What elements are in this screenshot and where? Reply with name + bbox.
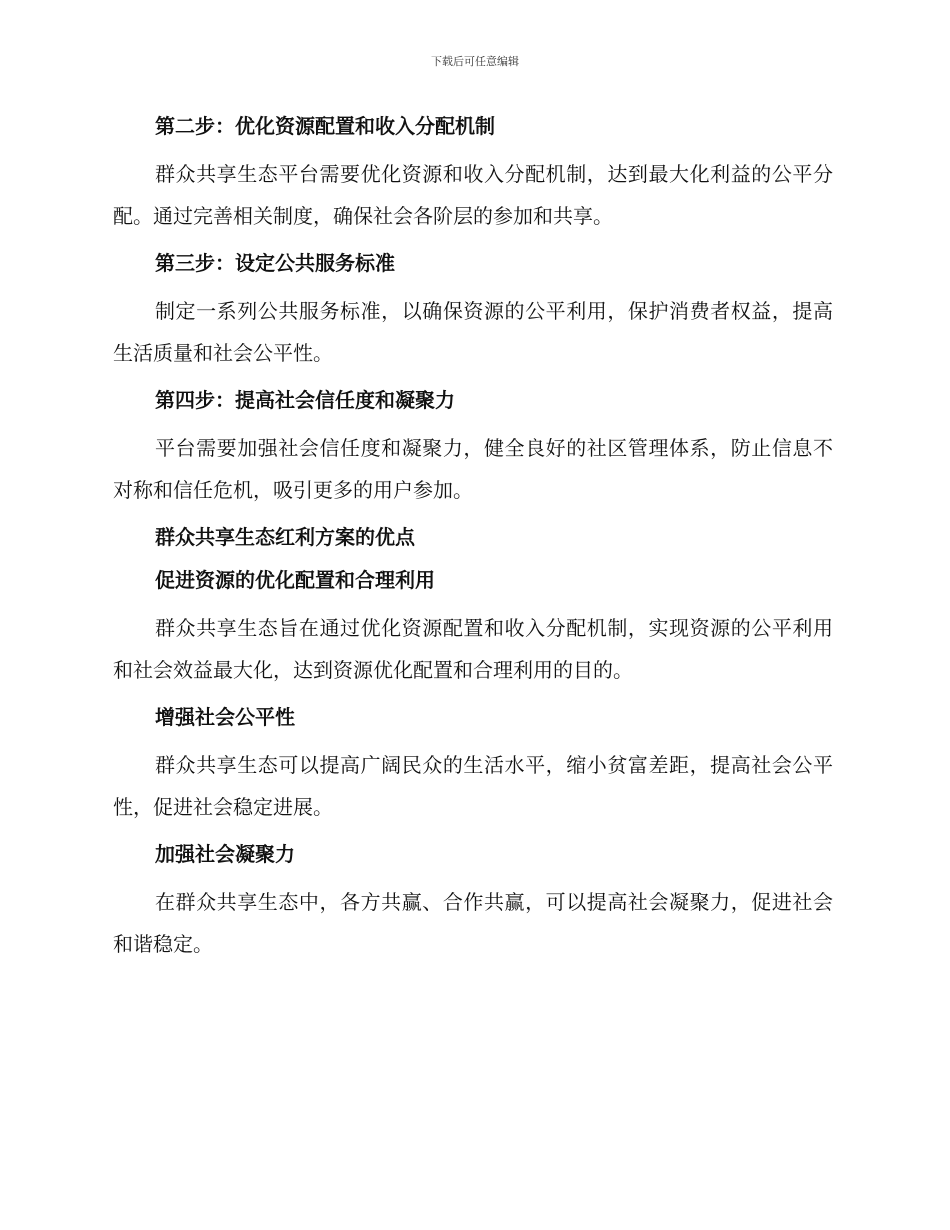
advantages-title: 群众共享生态红利方案的优点 [155,525,415,549]
advantage-paragraph-cohesion: 在群众共享生态中，各方共赢、合作共赢，可以提高社会凝聚力，促进社会和谐稳定。 [113,890,833,956]
advantage-paragraph-resources: 群众共享生态旨在通过优化资源配置和收入分配机制，实现资源的公平利用和社会效益最大化，达到资源优化配置和合理利用的目的。 [113,616,833,682]
section-heading-step4: 第四步：提高社会信任度和凝聚力 [155,388,455,412]
advantage-paragraph-fairness: 群众共享生态可以提高广阔民众的生活水平，缩小贫富差距，提高社会公平性，促进社会稳定进展。 [113,753,833,819]
section-heading-step3: 第三步：设定公共服务标准 [155,251,395,275]
section-heading-step2: 第二步：优化资源配置和收入分配机制 [155,114,495,138]
section-paragraph-step3: 制定一系列公共服务标准，以确保资源的公平利用，保护消费者权益，提高生活质量和社会公平性。 [113,299,833,365]
document-body [113,110,833,975]
advantage-heading-resources: 促进资源的优化配置和合理利用 [155,568,435,592]
advantage-heading-fairness: 增强社会公平性 [155,705,295,729]
advantage-heading-cohesion: 加强社会凝聚力 [155,842,295,866]
section-paragraph-step2: 群众共享生态平台需要优化资源和收入分配机制，达到最大化利益的公平分配。通过完善相关制度，确保社会各阶层的参加和共享。 [113,162,833,228]
page-header: 下载后可任意编辑 [431,55,519,68]
section-paragraph-step4: 平台需要加强社会信任度和凝聚力，健全良好的社区管理体系，防止信息不对称和信任危机，吸引更多的用户参加。 [113,436,833,502]
